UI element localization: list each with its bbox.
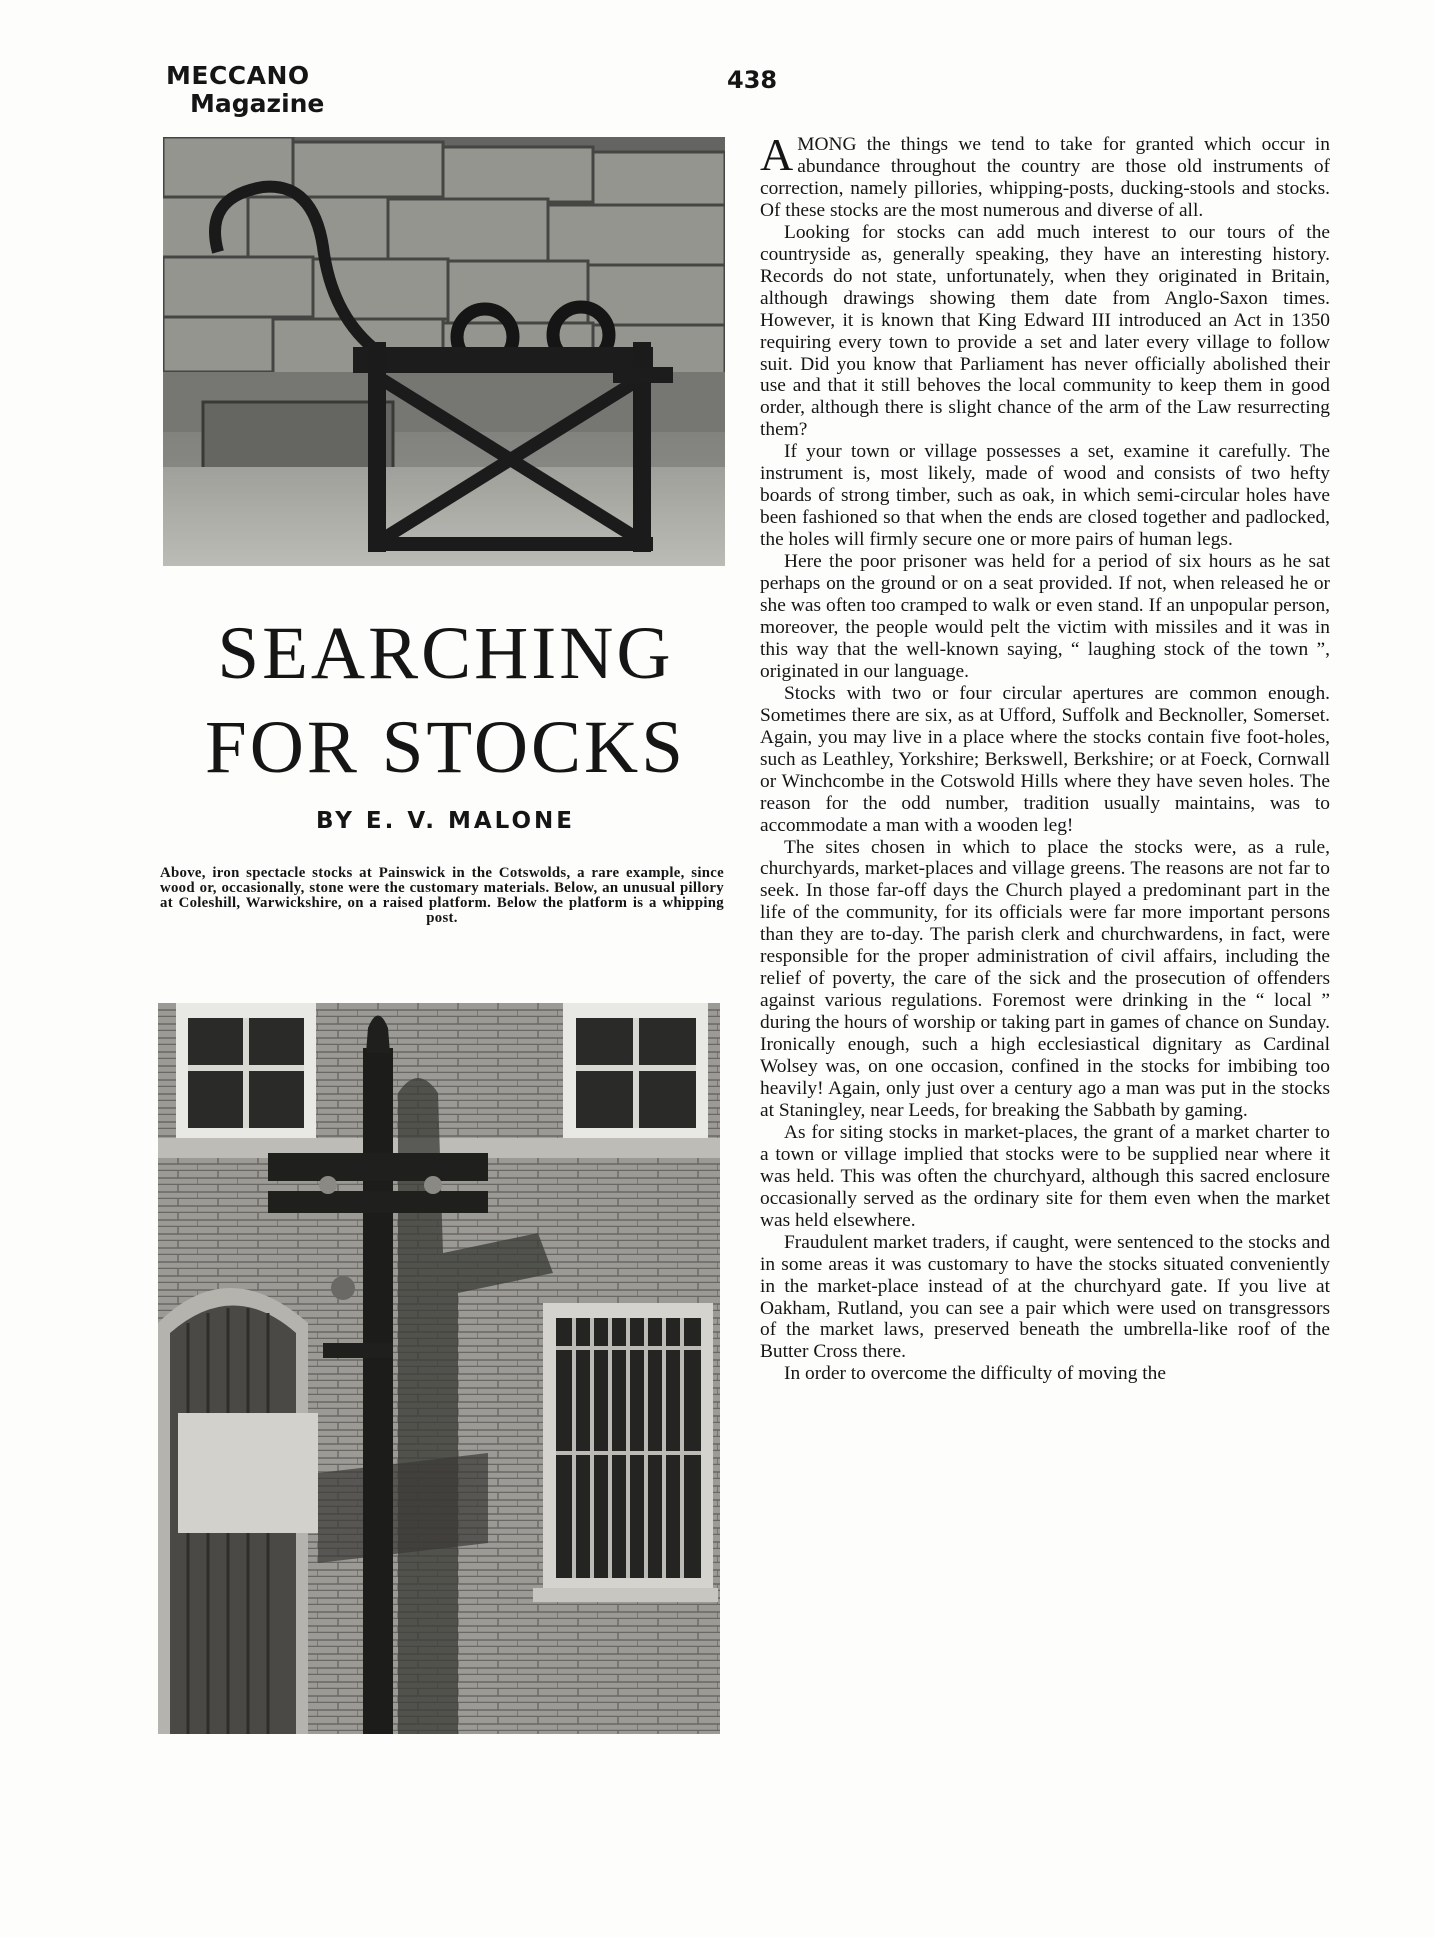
photo-coleshill-pillory (158, 1003, 720, 1734)
article-paragraph: Looking for stocks can add much interest to our tours of the countryside as, generally speaking, they have an interesting history. Records do not state, unfortunately, when they originated in Britain, although drawings showing them date from Anglo-Saxon times. However, it is known that King Edward III introduced an Act in 1350 requiring every town to provide a set and later every village to follow suit. Did you know that Parliament has never officially abolished their use and that it still behoves the local community to keep them in good order, although there is slight chance of the arm of the Law resurrecting them? (760, 221, 1330, 441)
article-title-line-1: SEARCHING (217, 612, 674, 695)
article-paragraph-1-text: MONG the things we tend to take for granted which occur in abundance throughout the country are those old instruments of correction, namely pillories, whipping-posts, ducking-stools and stocks. Of these stocks are the most numerous and diverse of all. (760, 134, 1330, 221)
article-paragraph: The sites chosen in which to place the stocks were, as a rule, churchyards, market-places and village greens. The reasons are not far to seek. In those far-off days the Church played a predominant part in the life of the community, for its officials were far more important persons than they are to-day. The parish clerk and churchwardens, in fact, were responsible for the proper administration of civil affairs, including the relief of poverty, the care of the sick and the prosecution of offenders against various regulations. Foremost were drinking in the “ local ” during the hours of worship or taking part in games of chance on Sunday. Ironically enough, such a high ecclesiastical dignitary as Cardinal Wolsey was, on one occasion, confined in the stocks for imbibing too heavily! Again, only just over a century ago a man was put in the stocks at Staningley, near Leeds, for breaking the Sabbath by gaming. (760, 836, 1330, 1121)
page-number: 438 (727, 66, 778, 94)
drop-cap: A (760, 129, 794, 180)
article-paragraph: As for siting stocks in market-places, the grant of a market charter to a town or village implied that stocks were to be supplied near where it was held. This was often the churchyard, although this sacred enclosure occasionally served as the ordinary site for them even when the market was held elsewhere. (760, 1121, 1330, 1231)
article-paragraph: Stocks with two or four circular apertures are common enough. Sometimes there are six, as at Ufford, Suffolk and Becknoller, Somerset. Again, you may live in a place where the stocks contain five foot-holes, such as Leathley, Yorkshire; Berkswell, Berkshire; or at Foeck, Cornwall or Winchcombe in the Cotswold Hills where they have seven holes. The reason for the odd number, tradition usually maintains, was to accommodate a man with a wooden leg! (760, 682, 1330, 836)
masthead (166, 62, 324, 117)
article-paragraph: Here the poor prisoner was held for a period of six hours as he sat perhaps on the ground or on a seat provided. If not, when released he or she was often too cramped to walk or even stand. If an unpopular person, moreover, the people would pelt the victim with missiles and it was in this way that the well-known saying, “ laughing stock of the town ”, originated in our language. (760, 551, 1330, 682)
article-title-line-2: FOR STOCKS (205, 706, 686, 789)
masthead-subtitle: Magazine (190, 88, 325, 118)
photo-iron-stocks (163, 137, 725, 566)
photo-caption: Above, iron spectacle stocks at Painswick in the Cotswolds, a rare example, since wood or, occasionally, stone were the customary materials. Below, an unusual pillory at Coleshill, Warwickshire, on a raised platform. Below the platform is a whipping post. (160, 865, 724, 926)
article-body (760, 129, 1330, 1385)
masthead-title: MECCANO (166, 61, 310, 90)
byline: BY E. V. MALONE (315, 808, 575, 834)
article-paragraph: If your town or village possesses a set, examine it carefully. The instrument is, most likely, made of wood and consists of two hefty boards of strong timber, such as oak, in which semi-circular holes have been fashioned so that when the ends are closed together and padlocked, the holes will firmly secure one or more pairs of human legs. (760, 441, 1330, 551)
article-paragraph-1 (760, 129, 1330, 222)
article-paragraph: Fraudulent market traders, if caught, were sentenced to the stocks and in some areas it was customary to have the stocks situated conveniently in the market-place instead of at the churchyard gate. If you live at Oakham, Rutland, you can see a pair which were used on transgressors of the market laws, preserved beneath the umbrella-like roof of the Butter Cross there. (760, 1231, 1330, 1363)
article-paragraph: In order to overcome the difficulty of moving the (784, 1363, 1166, 1385)
